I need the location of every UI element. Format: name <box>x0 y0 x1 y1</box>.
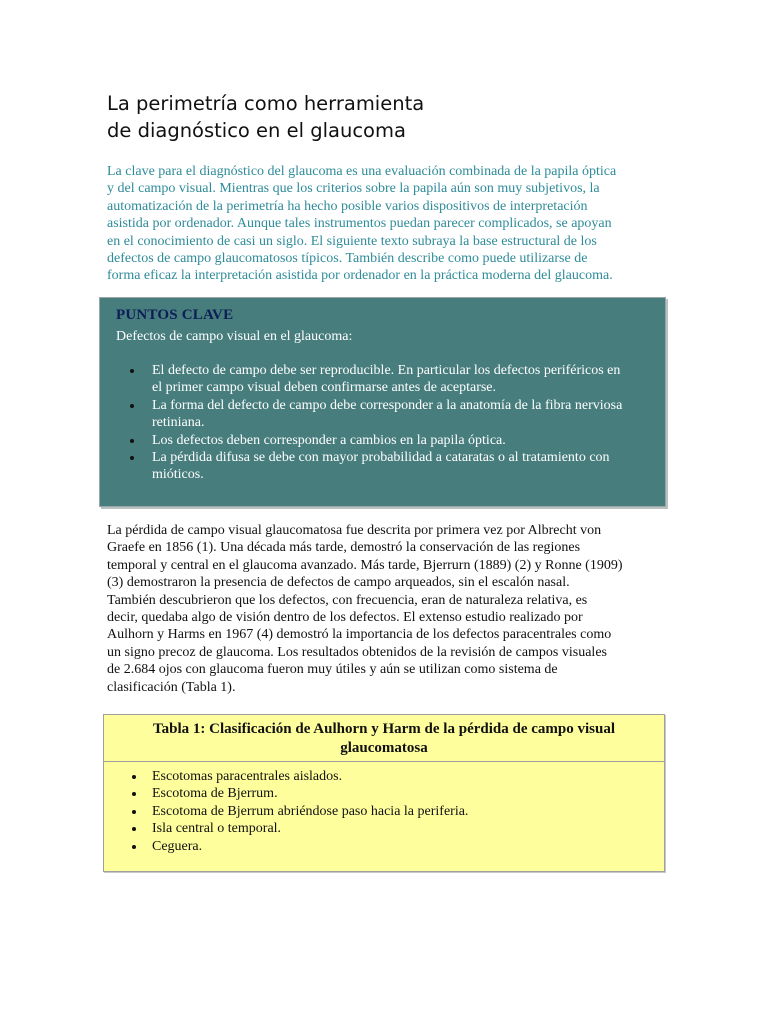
body-line: un signo precoz de glaucoma. Los resultados obtenidos de la revisión de campos visuales <box>107 644 607 660</box>
body-line: clasificación (Tabla 1). <box>107 679 236 695</box>
key-point-item <box>152 432 662 449</box>
intro-line: defectos de campo glaucomatosos típicos. También describe como puede utilizarse de <box>107 251 588 267</box>
key-points-title: PUNTOS CLAVE <box>116 307 234 323</box>
key-point-line: el primer campo visual deben confirmarse antes de aceptarse. <box>152 380 497 396</box>
intro-paragraph <box>107 163 667 285</box>
table-item-text: Escotoma de Bjerrum. <box>152 786 278 802</box>
key-points-list <box>152 362 662 484</box>
table-item-text: Ceguera. <box>152 838 203 854</box>
table-item-text: Escotoma de Bjerrum abriéndose paso hacia la periferia. <box>152 803 469 819</box>
bullet-icon <box>132 792 136 796</box>
table-list-item <box>152 803 468 820</box>
page-title <box>107 90 707 144</box>
bullet-icon <box>130 439 134 443</box>
body-line: de 2.684 ojos con glaucoma fueron muy útiles y aún se utilizan como sistema de <box>107 662 558 678</box>
bullet-icon <box>132 775 136 779</box>
table-list-item <box>152 820 468 837</box>
bullet-icon <box>132 827 136 831</box>
intro-line: La clave para el diagnóstico del glaucoma es una evaluación combinada de la papila óptica <box>107 164 617 179</box>
table-item-text: Isla central o temporal. <box>152 821 282 837</box>
bullet-icon <box>130 404 134 408</box>
page-title-line-1: La perimetría como herramienta <box>107 92 425 115</box>
intro-line: automatización de la perimetría ha hecho posible varios dispositivos de interpretación <box>107 198 588 214</box>
body-line: También descubrieron que los defectos, con frecuencia, eran de naturaleza relativa, es <box>107 592 588 608</box>
table-list-item <box>152 768 468 785</box>
key-point-line: La forma del defecto de campo debe corresponder a la anatomía de la fibra nerviosa <box>152 397 623 413</box>
intro-line: asistida por ordenador. Aunque tales instrumentos puedan parecer complicados, se apoyan <box>107 216 612 232</box>
body-line: Graefe en 1856 (1). Una década más tarde, demostró la conservación de las regiones <box>107 540 581 556</box>
body-line: (3) demostraron la presencia de defectos de campo arqueados, sin el escalón nasal. <box>107 575 570 591</box>
intro-line: en el conocimiento de casi un siglo. El siguiente texto subraya la base estructural de los <box>107 233 597 249</box>
table-header <box>104 715 664 762</box>
body-line: temporal y central en el glaucoma avanzado. Más tarde, Bjerrurn (1889) (2) y Ronne (1909) <box>107 557 623 573</box>
key-point-line: La pérdida difusa se debe con mayor probabilidad a cataratas o al tratamiento con <box>152 450 610 466</box>
key-point-item <box>152 449 662 484</box>
bullet-icon <box>132 810 136 814</box>
bullet-icon <box>130 456 134 460</box>
key-point-item <box>152 362 662 397</box>
key-point-line: Los defectos deben corresponder a cambios en la papila óptica. <box>152 432 506 448</box>
intro-line: y del campo visual. Mientras que los criterios sobre la papila aún son muy subjetivos, la <box>107 181 600 197</box>
intro-line: forma eficaz la interpretación asistida por ordenador en la práctica moderna del glaucoma. <box>107 268 613 284</box>
body-line: Aulhorn y Harms en 1967 (4) demostró la importancia de los defectos paracentrales como <box>107 627 612 643</box>
key-point-item <box>152 397 662 432</box>
table-list-item <box>152 838 468 855</box>
table-header-line: Tabla 1: Clasificación de Aulhorn y Harm de la pérdida de campo visual <box>153 721 615 737</box>
table-header-line: glaucomatosa <box>340 740 428 756</box>
classification-table <box>103 714 665 872</box>
bullet-icon <box>130 369 134 373</box>
body-paragraph <box>107 522 667 696</box>
page-title-line-2: de diagnóstico en el glaucoma <box>107 119 406 142</box>
key-point-line: retiniana. <box>152 415 205 431</box>
table-list <box>152 768 468 855</box>
key-point-line: El defecto de campo debe ser reproducible. En particular los defectos periféricos en <box>152 363 621 378</box>
body-line: decir, quedaba algo de visión dentro de los defectos. El extenso estudio realizado por <box>107 610 583 626</box>
key-point-line: mióticos. <box>152 467 204 483</box>
table-item-text: Escotomas paracentrales aislados. <box>152 769 343 784</box>
key-points-subtitle: Defectos de campo visual en el glaucoma: <box>116 329 353 344</box>
body-line: La pérdida de campo visual glaucomatosa fue descrita por primera vez por Albrecht von <box>107 523 602 538</box>
key-points-box <box>99 297 666 507</box>
table-list-item <box>152 785 468 802</box>
bullet-icon <box>132 845 136 849</box>
